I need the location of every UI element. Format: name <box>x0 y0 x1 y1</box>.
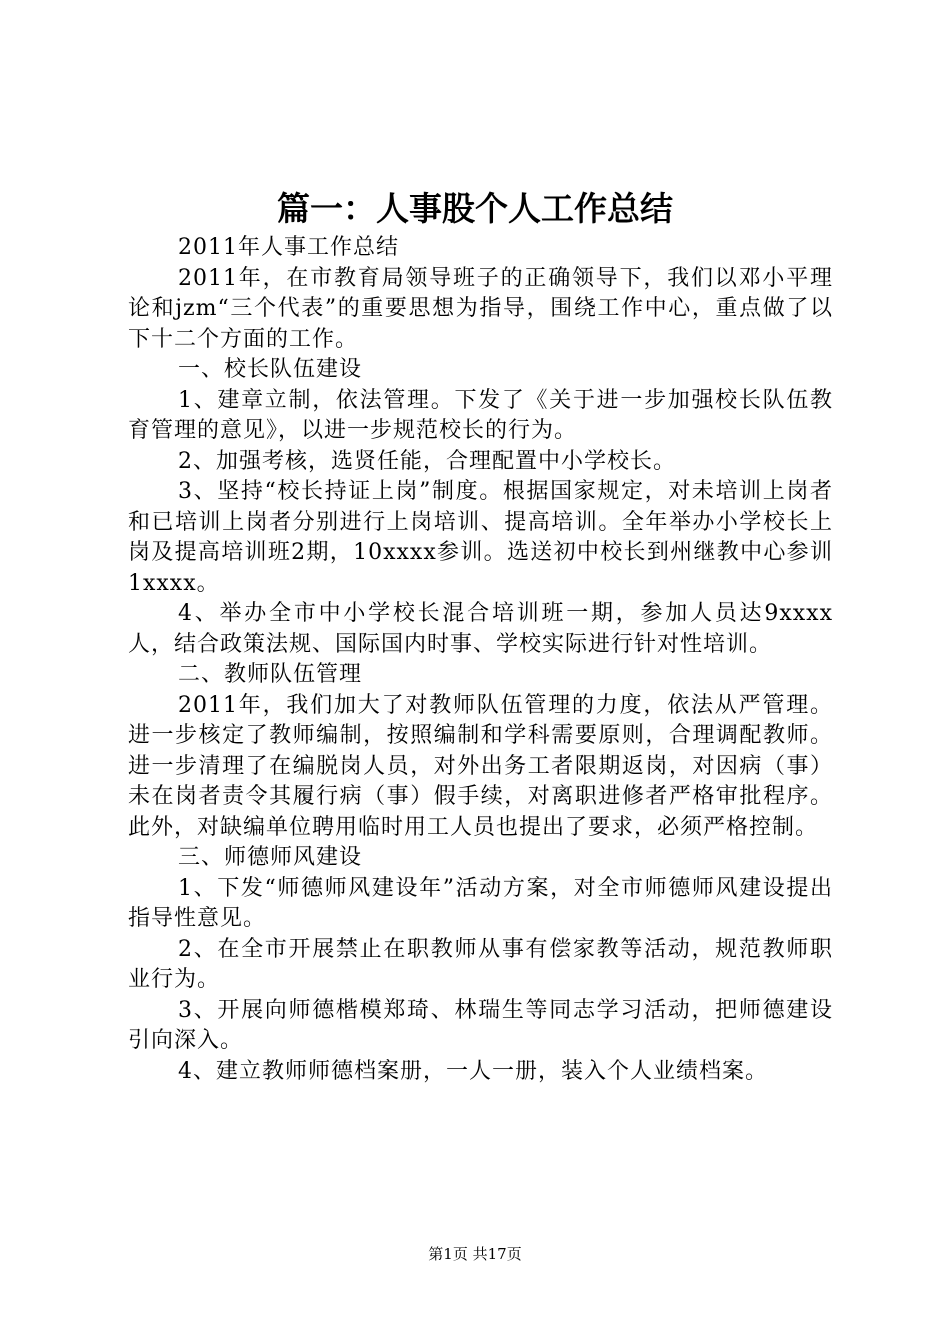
document-title: 篇一：人事股个人工作总结 <box>277 189 673 228</box>
paragraph-item: 4、建立教师师德档案册，一人一册，装入个人业绩档案。 <box>178 1058 768 1084</box>
section-heading-teachers: 二、教师队伍管理 <box>178 662 363 687</box>
page-number-footer: 第1页 共17页 <box>428 1245 522 1263</box>
paragraph-item: 2、在全市开展禁止在职教师从事有偿家教等活动，规范教师职业行为。 <box>128 936 833 992</box>
paragraph-item: 2、加强考核，选贤任能，合理配置中小学校长。 <box>178 448 676 474</box>
paragraph-report-heading: 2011年人事工作总结 <box>178 235 399 260</box>
paragraph-item: 3、坚持“校长持证上岗”制度。根据国家规定，对未培训上岗者和已培训上岗者分别进行上岗培训、提高培训。全年举办小学校长上岗及提高培训班2期，10xxxx参训。选送初中校长到州继教中心参训1xxxx。 <box>128 479 833 596</box>
paragraph-intro: 2011年，在市教育局领导班子的正确领导下，我们以邓小平理论和jzm“三个代表”的重要思想为指导，围绕工作中心，重点做了以下十二个方面的工作。 <box>128 265 833 352</box>
paragraph-item: 2011年，我们加大了对教师队伍管理的力度，依法从严管理。进一步核定了教师编制，按照编制和学科需要原则，合理调配教师。进一步清理了在编脱岗人员，对外出务工者限期返岗，对因病（事）未在岗者责令其履行病（事）假手续，对离职进修者严格审批程序。此外，对缺编单位聘用临时用工人员也提出了要求，必须严格控制。 <box>128 692 833 840</box>
paragraph-item: 3、开展向师德楷模郑琦、林瑞生等同志学习活动，把师德建设引向深入。 <box>128 997 833 1053</box>
section-heading-ethics: 三、师德师风建设 <box>178 845 363 870</box>
paragraph-item: 1、建章立制，依法管理。下发了《关于进一步加强校长队伍教育管理的意见》，以进一步规范校长的行为。 <box>128 387 833 443</box>
section-heading-principals: 一、校长队伍建设 <box>178 357 363 382</box>
paragraph-item: 4、举办全市中小学校长混合培训班一期，参加人员达9xxxx人，结合政策法规、国际国内时事、学校实际进行针对性培训。 <box>128 601 833 657</box>
document-body <box>128 233 833 1087</box>
paragraph-item: 1、下发“师德师风建设年”活动方案，对全市师德师风建设提出指导性意见。 <box>128 875 833 931</box>
